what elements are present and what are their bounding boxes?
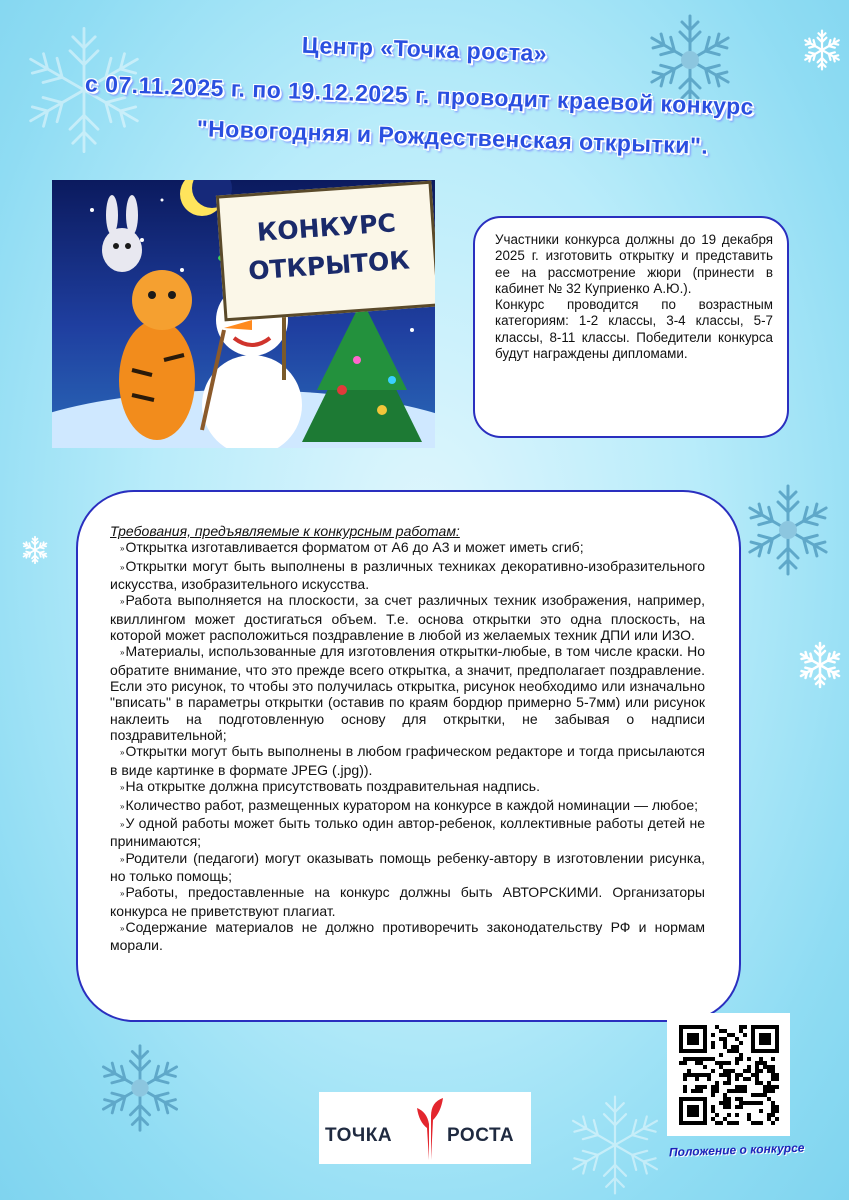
requirement-item [110, 850, 705, 885]
info-paragraph-categories: Конкурс проводится по возрастным категориям: 1-2 классы, 3-4 классы, 5-7 классы, 8-11 классы. Победители конкурса будут награждены дипломами. [495, 297, 773, 362]
header-title-line-2: с 07.11.2025 г. по 19.12.2025 г. проводит краевой конкурс [84, 70, 755, 120]
bullet-marker-icon: » [120, 819, 125, 829]
requirement-item [110, 643, 705, 743]
logo-text-left: ТОЧКА [325, 1125, 393, 1146]
snowflake-icon [20, 535, 50, 565]
header-title-line-3: "Новогодняя и Рождественская открытки". [196, 115, 709, 159]
info-paragraph-deadline: Участники конкурса должны до 19 декабря 2025 г. изготовить открытку и представить ее на рассмотрение жюри (принести в кабинет № 32 Куприенко А.Ю.). [495, 232, 773, 296]
qr-code[interactable] [667, 1013, 790, 1136]
bullet-marker-icon: » [120, 923, 125, 933]
bullet-marker-icon: » [120, 801, 125, 811]
qr-code-pattern [667, 1013, 790, 1136]
requirements-list [110, 539, 705, 953]
poster-sign [216, 181, 435, 322]
qr-caption: Положение о конкурсе [668, 1140, 805, 1160]
requirement-text: Количество работ, размещенных куратором на конкурсе в каждой номинации — любое; [125, 796, 698, 813]
snowflake-icon [92, 1040, 188, 1136]
bullet-marker-icon: » [120, 648, 125, 658]
logo-sprout-icon [417, 1098, 445, 1160]
bullet-marker-icon: » [120, 854, 125, 864]
requirement-text: Содержание материалов не должно противоречить законодательству РФ и нормам морали. [110, 918, 705, 954]
bullet-marker-icon: » [120, 748, 125, 758]
requirement-text: Открытки могут быть выполнены в любом графическом редакторе и тогда присылаются в виде картинке в формате JPEG (.jpg)). [110, 743, 705, 778]
requirement-item [110, 778, 705, 796]
requirement-item [110, 558, 705, 593]
requirement-item [110, 815, 705, 850]
requirement-text: Открытка изготавливается форматом от А6 до А3 и может иметь сгиб; [125, 539, 584, 556]
requirements-box [76, 490, 741, 1022]
bullet-marker-icon: » [120, 562, 125, 572]
tochka-rosta-logo [319, 1092, 531, 1164]
requirement-item [110, 539, 705, 557]
poster-sign-line-2: ОТКРЫТОК [247, 245, 411, 286]
snowflake-icon [795, 640, 845, 690]
snowflake-icon [560, 1090, 670, 1200]
requirement-text: Работа выполняется на плоскости, за счет различных техник изображения, например, квиллингом может достигаться объем. Т.е. основа открытки это одна плоскость, на которой может расположиться поздравление в любой из желаемых техник ДПИ или ИЗО. [110, 592, 705, 644]
bullet-marker-icon: » [120, 597, 125, 607]
header-title-line-1: Центр «Точка роста» [301, 31, 548, 67]
requirement-text: Работы, предоставленные на конкурс должны быть АВТОРСКИМИ. Организаторы конкурса не приветствуют плагиат. [110, 884, 705, 919]
bullet-marker-icon: » [120, 783, 125, 793]
requirement-item [110, 884, 705, 919]
logo-text-right: РОСТА [447, 1125, 515, 1146]
requirement-text: Открытки могут быть выполнены в различных техниках декоративно-изобразительного искусства, изобразительного искусства. [110, 557, 705, 593]
requirement-text: Родители (педагоги) могут оказывать помощь ребенку-автору в изготовлении рисунка, но только помощь; [110, 849, 705, 884]
contest-poster-image [52, 180, 435, 448]
requirements-title: Требования, предъявляемые к конкурсным работам: [110, 523, 460, 539]
requirement-item [110, 797, 705, 815]
requirement-item [110, 919, 705, 954]
requirement-text: На открытке должна присутствовать поздравительная надпись. [125, 778, 540, 795]
bullet-marker-icon: » [120, 544, 125, 554]
participation-info-box [473, 216, 789, 438]
bullet-marker-icon: » [120, 889, 125, 899]
poster-sign-line-1: КОНКУРС [256, 208, 397, 247]
requirement-text: Материалы, использованные для изготовления открытки-любые, в том числе краски. Но обратите внимание, что это прежде всего открытка, а значит, предполагает поздравление. Если это рисунок, то чтобы это получилась открытка, рисунок необходимо или изначально "вписать" в параметры открытки (оставив по краям бордюр примерно 5-7мм) или рисунок наклеить на подготовленную основу для открытки, не забывая о надписи поздравительной; [110, 643, 705, 744]
requirement-item [110, 743, 705, 778]
snowflake-icon [738, 480, 838, 580]
requirement-item [110, 592, 705, 643]
requirement-text: У одной работы может быть только один автор-ребенок, коллективные работы детей не принимаются; [110, 814, 705, 850]
